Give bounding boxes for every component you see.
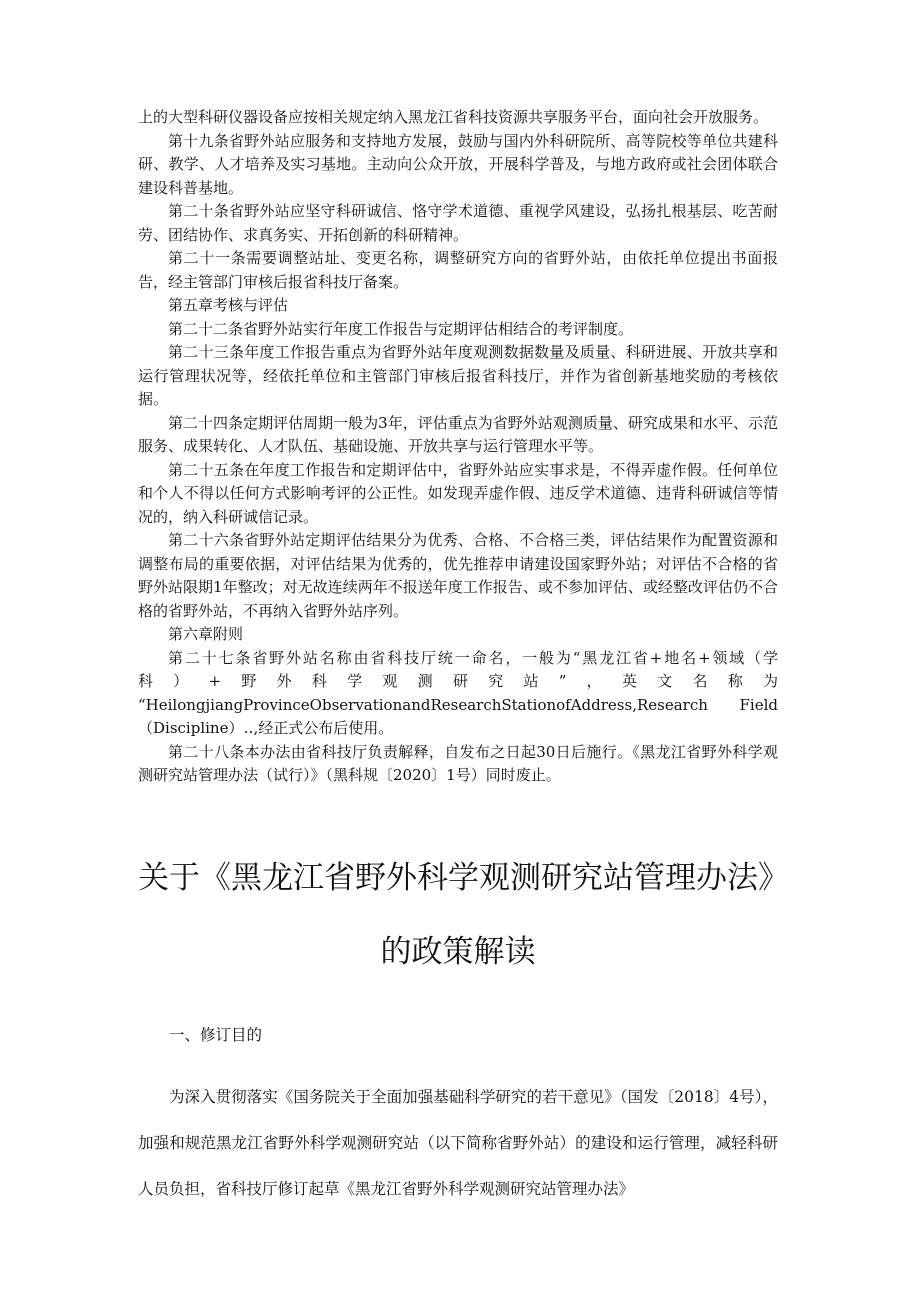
paragraph-article-22: 第二十二条省野外站实行年度工作报告与定期评估相结合的考评制度。	[168, 319, 634, 338]
chapter-6-heading: 第六章附则	[168, 625, 244, 643]
section-1-heading: 一、修订目的	[169, 1026, 263, 1044]
paragraph-article-24: 第二十四条定期评估周期一般为3年，评估重点为省野外站观测质量、研究成果和水平、示范服务、成果转化、人才队伍、基础设施、开放共享与运行管理水平等。	[138, 413, 778, 455]
chapter-5-heading: 第五章考核与评估	[168, 296, 289, 314]
paragraph-article-21: 第二十一条需要调整站址、变更名称，调整研究方向的省野外站，由依托单位提出书面报告，经主管部门审核后报省科技厅备案。	[138, 249, 778, 291]
article-27-rest: “HeilongjiangProvinceObservationandResearchStationofAddress,Research Field（Discipline）‥,经正式公布后使用。	[138, 695, 778, 737]
paragraph-article-28: 第二十八条本办法由省科技厅负责解释，自发布之日起30日后施行。《黑龙江省野外科学观测研究站管理办法（试行）》（黑科规〔2020〕1号）同时废止。	[138, 742, 778, 784]
interpretation-title-line-1: 关于《黑龙江省野外科学观测研究站管理办法》	[138, 860, 789, 896]
interpretation-body	[138, 1012, 778, 1212]
section-1-text: 为深入贯彻落实《国务院关于全面加强基础科学研究的若干意见》（国发〔2018〕4号），加强和规范黑龙江省野外科学观测研究站（以下简称省野外站）的建设和运行管理，减轻科研人员负担，省科技厅修订起草《黑龙江省野外科学观测研究站管理办法》	[138, 1088, 778, 1198]
paragraph-article-26: 第二十六条省野外站定期评估结果分为优秀、合格、不合格三类，评估结果作为配置资源和调整布局的重要依据，对评估结果为优秀的，优先推荐申请建设国家野外站；对评估不合格的省野外站限期1年整改；对无故连续两年不报送年度工作报告、或不参加评估、或经整改评估仍不合格的省野外站，不再纳入省野外站序列。	[138, 531, 778, 620]
article-27-line-2: 科）+野外科学观测研究站”，英文名称为	[138, 672, 778, 690]
article-27-line-1: 第二十七条省野外站名称由省科技厅统一命名，一般为“黑龙江省+地名+领域（学	[168, 648, 778, 667]
interpretation-title-line-2: 的政策解读	[380, 934, 536, 970]
paragraph-article-19: 第十九条省野外站应服务和支持地方发展，鼓励与国内外科研院所、高等院校等单位共建科研、教学、人才培养及实习基地。主动向公众开放，开展科学普及，与地方政府或社会团体联合建设科普基地。	[138, 131, 778, 197]
regulation-body	[138, 106, 778, 788]
paragraph-article-27	[138, 647, 778, 741]
paragraph-article-20: 第二十条省野外站应坚守科研诚信、恪守学术道德、重视学风建设，弘扬扎根基层、吃苦耐劳、团结协作、求真务实、开拓创新的科研精神。	[138, 202, 778, 244]
paragraph-article-18-tail: 上的大型科研仪器设备应按相关规定纳入黑龙江省科技资源共享服务平台，面向社会开放服务。	[138, 108, 769, 126]
paragraph-article-25: 第二十五条在年度工作报告和定期评估中，省野外站应实事求是，不得弄虚作假。任何单位和个人不得以任何方式影响考评的公正性。如发现弄虚作假、违反学术道德、违背科研诚信等情况的，纳入科研诚信记录。	[138, 460, 778, 526]
paragraph-article-23: 第二十三条年度工作报告重点为省野外站年度观测数据数量及质量、科研进展、开放共享和运行管理状况等，经依托单位和主管部门审核后报省科技厅，并作为省创新基地奖励的考核依据。	[138, 343, 778, 408]
